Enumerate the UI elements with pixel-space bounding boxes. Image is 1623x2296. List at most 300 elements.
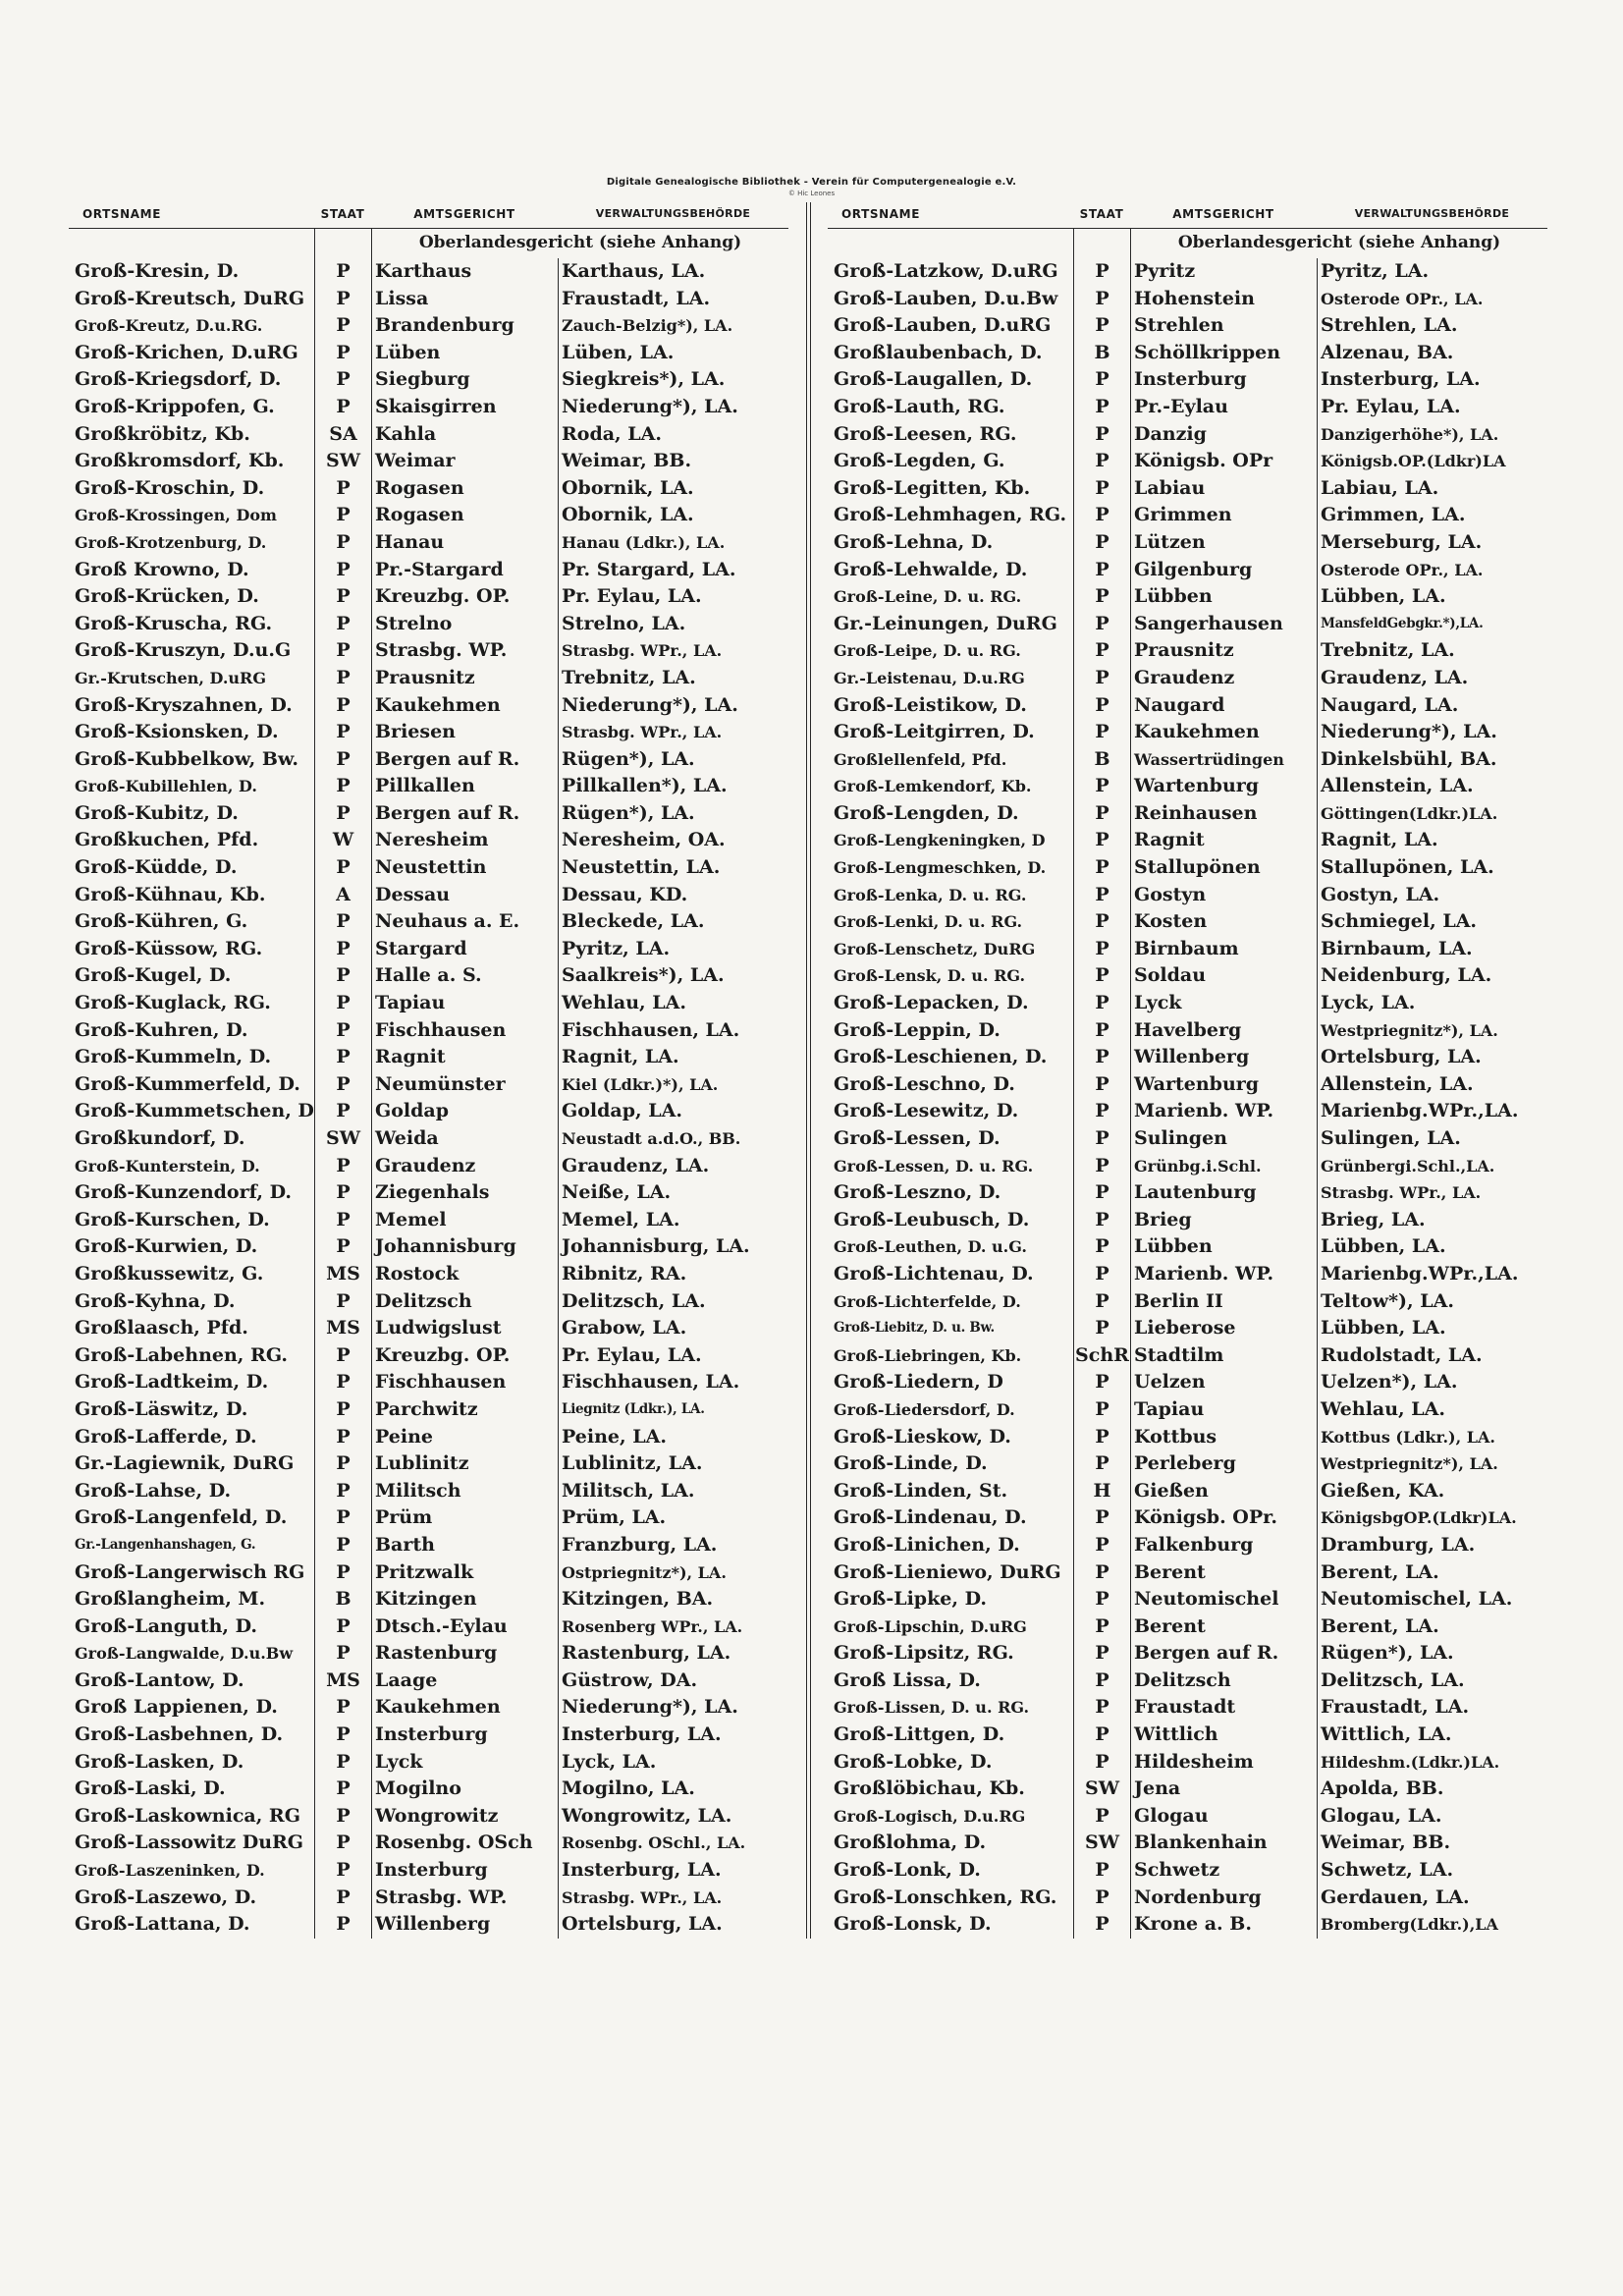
staat-cell: P	[314, 340, 371, 367]
ortsname-cell: Groß-Leesen, RG.	[834, 422, 1017, 445]
table-row	[69, 557, 788, 584]
amtsgericht-cell: Hohenstein	[1130, 286, 1317, 313]
verwaltung-cell: Pillkallen*), LA.	[558, 773, 788, 800]
amtsgericht-cell: Hanau	[371, 529, 558, 557]
staat-cell: P	[1073, 1586, 1130, 1613]
ortsname-cell: Groß-Kubitz, D.	[75, 801, 239, 824]
amtsgericht-cell: Marienb. WP.	[1130, 1098, 1317, 1125]
ortsname-cell: Groß-Krossingen, Dom	[75, 506, 277, 525]
table-row	[69, 258, 788, 286]
verwaltung-cell: Ortelsburg, LA.	[558, 1911, 788, 1939]
verwaltung-cell: Insterburg, LA.	[558, 1722, 788, 1749]
staat-cell: P	[1073, 366, 1130, 394]
verwaltung-cell: Labiau, LA.	[1317, 475, 1547, 503]
staat-cell: P	[314, 1532, 371, 1559]
amtsgericht-cell: Lübben	[1130, 583, 1317, 611]
table-row	[828, 583, 1547, 611]
verwaltung-cell: Berent, LA.	[1317, 1613, 1547, 1641]
table-row	[828, 1667, 1547, 1695]
staat-cell: P	[314, 1803, 371, 1831]
table-row	[828, 1017, 1547, 1045]
amtsgericht-cell: Briesen	[371, 719, 558, 746]
ortsname-cell: Groß-Krichen, D.uRG	[75, 341, 298, 363]
table-row	[69, 583, 788, 611]
verwaltung-cell: Birnbaum, LA.	[1317, 936, 1547, 963]
ortsname-cell: Groß-Leschno, D.	[834, 1072, 1015, 1095]
verwaltung-cell: Graudenz, LA.	[558, 1153, 788, 1180]
staat-cell: P	[1073, 394, 1130, 421]
table-row	[828, 557, 1547, 584]
amtsgericht-cell: Parchwitz	[371, 1396, 558, 1424]
ortsname-cell: Großkröbitz, Kb.	[75, 422, 250, 445]
table-row	[828, 475, 1547, 503]
staat-cell: P	[1073, 1044, 1130, 1071]
amtsgericht-cell: Hildesheim	[1130, 1749, 1317, 1777]
amtsgericht-cell: Willenberg	[371, 1911, 558, 1939]
table-row	[69, 1396, 788, 1424]
staat-cell: P	[1073, 1017, 1130, 1045]
ortsname-cell: Groß-Labehnen, RG.	[75, 1343, 288, 1366]
table-row	[828, 1424, 1547, 1451]
staat-cell: P	[1073, 421, 1130, 449]
ortsname-cell: Groß-Liebitz, D. u. Bw.	[834, 1320, 995, 1337]
table-row	[828, 1722, 1547, 1749]
ortsname-cell: Groß-Lessen, D.	[834, 1127, 1001, 1149]
table-row	[69, 1369, 788, 1396]
verwaltung-cell: Alzenau, BA.	[1317, 340, 1547, 367]
table-row	[828, 340, 1547, 367]
table-row	[828, 1207, 1547, 1234]
staat-cell: P	[1073, 258, 1130, 286]
verwaltung-cell: Fraustadt, LA.	[1317, 1694, 1547, 1722]
staat-cell: SA	[314, 421, 371, 449]
table-row	[828, 394, 1547, 421]
verwaltung-cell: Marienbg.WPr.,LA.	[1317, 1098, 1547, 1125]
table-row	[828, 1261, 1547, 1288]
amtsgericht-cell: Prüm	[371, 1504, 558, 1532]
amtsgericht-cell: Kottbus	[1130, 1424, 1317, 1451]
staat-cell: P	[314, 1424, 371, 1451]
staat-cell: P	[1073, 1071, 1130, 1099]
staat-cell: P	[1073, 1504, 1130, 1532]
staat-cell: P	[314, 1722, 371, 1749]
staat-cell: P	[314, 502, 371, 529]
verwaltung-cell: Neustadt a.d.O., BB.	[558, 1125, 788, 1153]
oberlandesgericht-note: Oberlandesgericht (siehe Anhang)	[1130, 229, 1547, 258]
amtsgericht-cell: Blankenhain	[1130, 1830, 1317, 1857]
ortsname-cell: Gr.-Langenhanshagen, G.	[75, 1536, 256, 1553]
staat-cell: P	[1073, 692, 1130, 720]
ortsname-cell: Groß-Küssow, RG.	[75, 937, 263, 959]
verwaltung-cell: Prüm, LA.	[558, 1504, 788, 1532]
amtsgericht-cell: Ragnit	[1130, 827, 1317, 854]
staat-cell: P	[314, 637, 371, 665]
amtsgericht-cell: Bergen auf R.	[371, 800, 558, 828]
amtsgericht-cell: Havelberg	[1130, 1017, 1317, 1045]
staat-cell: P	[314, 1504, 371, 1532]
ortsname-cell: Groß-Liebringen, Kb.	[834, 1345, 1022, 1365]
verwaltung-cell: Dinkelsbühl, BA.	[1317, 746, 1547, 774]
table-row	[69, 1776, 788, 1803]
staat-cell: P	[1073, 1450, 1130, 1478]
staat-cell: P	[1073, 1424, 1130, 1451]
table-row	[828, 773, 1547, 800]
amtsgericht-cell: Lüben	[371, 340, 558, 367]
staat-cell: P	[1073, 1857, 1130, 1885]
table-row	[69, 529, 788, 557]
verwaltung-cell: Grimmen, LA.	[1317, 502, 1547, 529]
amtsgericht-cell: Wassertrüdingen	[1130, 746, 1317, 774]
verwaltung-cell: Obornik, LA.	[558, 502, 788, 529]
table-row	[828, 637, 1547, 665]
verwaltung-cell: Uelzen*), LA.	[1317, 1369, 1547, 1396]
staat-cell: P	[314, 1153, 371, 1180]
staat-cell: P	[1073, 286, 1130, 313]
ortsname-cell: Großkussewitz, G.	[75, 1262, 264, 1285]
ortsname-cell: Groß-Lehmhagen, RG.	[834, 504, 1067, 526]
staat-cell: P	[1073, 719, 1130, 746]
verwaltung-cell: Glogau, LA.	[1317, 1803, 1547, 1831]
staat-cell: P	[1073, 990, 1130, 1017]
amtsgericht-cell: Prausnitz	[1130, 637, 1317, 665]
amtsgericht-cell: Soldau	[1130, 962, 1317, 990]
amtsgericht-cell: Neresheim	[371, 827, 558, 854]
ortsname-cell: Groß-Lepacken, D.	[834, 992, 1029, 1014]
ortsname-cell: Groß-Leubusch, D.	[834, 1208, 1030, 1230]
verwaltung-cell: Westpriegnitz*), LA.	[1317, 1017, 1547, 1045]
staat-cell: P	[314, 286, 371, 313]
ortsname-cell: Groß-Krotzenburg, D.	[75, 532, 267, 552]
table-row	[828, 258, 1547, 286]
amtsgericht-cell: Wartenburg	[1130, 1071, 1317, 1099]
table-row	[828, 1288, 1547, 1316]
amtsgericht-cell: Lyck	[1130, 990, 1317, 1017]
oberlandesgericht-note-row	[69, 229, 788, 258]
verwaltung-cell: Dessau, KD.	[558, 882, 788, 909]
ortsname-cell: Großkromsdorf, Kb.	[75, 450, 285, 472]
verwaltung-cell: Pr. Eylau, LA.	[558, 583, 788, 611]
verwaltung-cell: Trebnitz, LA.	[1317, 637, 1547, 665]
table-row	[828, 1559, 1547, 1587]
amtsgericht-cell: Stallupönen	[1130, 854, 1317, 882]
verwaltung-cell: Sulingen, LA.	[1317, 1125, 1547, 1153]
staat-cell: P	[1073, 1532, 1130, 1559]
amtsgericht-cell: Tapiau	[371, 990, 558, 1017]
verwaltung-cell: Osterode OPr., LA.	[1317, 557, 1547, 584]
amtsgericht-cell: Skaisgirren	[371, 394, 558, 421]
ortsname-cell: Groß-Leschienen, D.	[834, 1046, 1048, 1068]
verwaltung-cell: Strehlen, LA.	[1317, 312, 1547, 340]
amtsgericht-cell: Fischhausen	[371, 1017, 558, 1045]
amtsgericht-cell: Weimar	[371, 448, 558, 475]
verwaltung-cell: Pr. Eylau, LA.	[1317, 394, 1547, 421]
amtsgericht-cell: Naugard	[1130, 692, 1317, 720]
ortsname-cell: Großlaubenbach, D.	[834, 341, 1043, 363]
ortsname-cell: Gr.-Leinungen, DuRG	[834, 612, 1057, 634]
ortsname-cell: Groß-Kyhna, D.	[75, 1289, 236, 1312]
table-row	[828, 1911, 1547, 1939]
amtsgericht-cell: Neustettin	[371, 854, 558, 882]
column-header-amtsgericht: AMTSGERICHT	[1172, 207, 1274, 221]
verwaltung-cell: Teltow*), LA.	[1317, 1288, 1547, 1316]
verwaltung-cell: Niederung*), LA.	[1317, 719, 1547, 746]
verwaltung-cell: Neutomischel, LA.	[1317, 1586, 1547, 1613]
ortsname-cell: Groß-Laszewo, D.	[75, 1886, 257, 1908]
amtsgericht-cell: Perleberg	[1130, 1450, 1317, 1478]
ortsname-cell: Groß-Lonk, D.	[834, 1859, 981, 1882]
ortsname-cell: Groß-Lahse, D.	[75, 1479, 232, 1502]
table-row	[69, 1450, 788, 1478]
amtsgericht-cell: Pr.-Stargard	[371, 557, 558, 584]
verwaltung-cell: Kottbus (Ldkr.), LA.	[1317, 1424, 1547, 1451]
column-header-ortsname: ORTSNAME	[841, 207, 920, 221]
staat-cell: P	[314, 1071, 371, 1099]
ortsname-cell: Groß-Lindenau, D.	[834, 1506, 1027, 1529]
amtsgericht-cell: Strelno	[371, 611, 558, 638]
ortsname-cell: Groß-Lipke, D.	[834, 1588, 987, 1611]
staat-cell: P	[314, 1830, 371, 1857]
staat-cell: P	[314, 1044, 371, 1071]
oberlandesgericht-note-row	[828, 229, 1547, 258]
verwaltung-cell: Memel, LA.	[558, 1207, 788, 1234]
amtsgericht-cell: Rostock	[371, 1261, 558, 1288]
scan-credit-line2: © Hic Leones	[787, 189, 836, 197]
amtsgericht-cell: Ragnit	[371, 1044, 558, 1071]
staat-cell: B	[1073, 340, 1130, 367]
table-row	[69, 394, 788, 421]
verwaltung-cell: Bromberg(Ldkr.),LA	[1317, 1911, 1547, 1939]
staat-cell: P	[1073, 502, 1130, 529]
table-row	[828, 962, 1547, 990]
table-row	[828, 1613, 1547, 1641]
table-row	[828, 366, 1547, 394]
verwaltung-cell: Wittlich, LA.	[1317, 1722, 1547, 1749]
scan-credit	[0, 177, 1623, 197]
verwaltung-cell: MansfeldGebgkr.*),LA.	[1317, 611, 1547, 638]
staat-cell: P	[314, 529, 371, 557]
staat-cell: MS	[314, 1667, 371, 1695]
verwaltung-cell: Naugard, LA.	[1317, 692, 1547, 720]
table-row	[69, 1044, 788, 1071]
table-row	[828, 1125, 1547, 1153]
amtsgericht-cell: Insterburg	[371, 1722, 558, 1749]
staat-cell: P	[314, 1396, 371, 1424]
ortsname-cell: Groß-Leistikow, D.	[834, 693, 1027, 716]
verwaltung-cell: Danzigerhöhe*), LA.	[1317, 421, 1547, 449]
ortsname-cell: Groß-Lessen, D. u. RG.	[834, 1156, 1034, 1175]
table-row	[828, 665, 1547, 692]
table-row	[828, 448, 1547, 475]
ortsname-cell: Groß-Lesewitz, D.	[834, 1100, 1019, 1122]
verwaltung-cell: Schwetz, LA.	[1317, 1857, 1547, 1885]
column-header-verwaltungsbehoerde: VERWALTUNGSBEHÖRDE	[1354, 207, 1510, 220]
staat-cell: P	[314, 665, 371, 692]
staat-cell: SW	[1073, 1776, 1130, 1803]
table-row	[69, 637, 788, 665]
amtsgericht-cell: Tapiau	[1130, 1396, 1317, 1424]
staat-cell: SW	[314, 448, 371, 475]
staat-cell: P	[1073, 854, 1130, 882]
verwaltung-cell: Göttingen(Ldkr.)LA.	[1317, 800, 1547, 828]
table-row	[69, 1504, 788, 1532]
table-row	[69, 1885, 788, 1912]
ortsname-cell: Großkuchen, Pfd.	[75, 829, 259, 851]
amtsgericht-cell: Birnbaum	[1130, 936, 1317, 963]
amtsgericht-cell: Goldap	[371, 1098, 558, 1125]
staat-cell: SchR	[1073, 1342, 1130, 1370]
amtsgericht-cell: Gießen	[1130, 1478, 1317, 1505]
table-row	[828, 1857, 1547, 1885]
table-row	[828, 854, 1547, 882]
table-row	[828, 1586, 1547, 1613]
staat-cell: P	[314, 1559, 371, 1587]
verwaltung-cell: Delitzsch, LA.	[558, 1288, 788, 1316]
amtsgericht-cell: Halle a. S.	[371, 962, 558, 990]
amtsgericht-cell: Strasbg. WP.	[371, 637, 558, 665]
verwaltung-cell: Lyck, LA.	[1317, 990, 1547, 1017]
table-row	[69, 1613, 788, 1641]
verwaltung-cell: Fischhausen, LA.	[558, 1369, 788, 1396]
verwaltung-cell: Militsch, LA.	[558, 1478, 788, 1505]
verwaltung-cell: Graudenz, LA.	[1317, 665, 1547, 692]
staat-cell: P	[1073, 1153, 1130, 1180]
amtsgericht-cell: Jena	[1130, 1776, 1317, 1803]
ortsname-cell: Groß-Krücken, D.	[75, 585, 259, 608]
staat-cell: P	[1073, 962, 1130, 990]
amtsgericht-cell: Kreuzbg. OP.	[371, 583, 558, 611]
amtsgericht-cell: Strasbg. WP.	[371, 1885, 558, 1912]
table-row	[69, 800, 788, 828]
table-row	[69, 1749, 788, 1777]
verwaltung-cell: Güstrow, DA.	[558, 1667, 788, 1695]
amtsgericht-cell: Berlin II	[1130, 1288, 1317, 1316]
ortsname-cell: Groß-Kurschen, D.	[75, 1208, 270, 1230]
table-row	[828, 1776, 1547, 1803]
ortsname-cell: Groß-Lenki, D. u. RG.	[834, 912, 1023, 932]
staat-cell: SW	[314, 1125, 371, 1153]
amtsgericht-cell: Marienb. WP.	[1130, 1261, 1317, 1288]
amtsgericht-cell: Gilgenburg	[1130, 557, 1317, 584]
ortsname-cell: Groß-Langwalde, D.u.Bw	[75, 1644, 294, 1664]
ortsname-cell: Groß-Lenschetz, DuRG	[834, 939, 1036, 958]
table-row	[828, 827, 1547, 854]
verwaltung-cell: Ostpriegnitz*), LA.	[558, 1559, 788, 1587]
amtsgericht-cell: Gostyn	[1130, 882, 1317, 909]
amtsgericht-cell: Pyritz	[1130, 258, 1317, 286]
verwaltung-cell: Neustettin, LA.	[558, 854, 788, 882]
table-row	[69, 1342, 788, 1370]
table-row	[828, 1532, 1547, 1559]
table-row	[69, 1424, 788, 1451]
table-row	[828, 1153, 1547, 1180]
amtsgericht-cell: Lautenburg	[1130, 1179, 1317, 1207]
table-row	[828, 1315, 1547, 1342]
ortsname-cell: Groß-Laugallen, D.	[834, 368, 1033, 391]
table-row	[69, 773, 788, 800]
verwaltung-cell: Grünbergi.Schl.,LA.	[1317, 1153, 1547, 1180]
amtsgericht-cell: Insterburg	[1130, 366, 1317, 394]
ortsname-cell: Groß-Linichen, D.	[834, 1533, 1020, 1556]
ortsname-cell: Groß Lissa, D.	[834, 1668, 981, 1691]
amtsgericht-cell: Peine	[371, 1424, 558, 1451]
table-row	[69, 448, 788, 475]
table-row	[828, 990, 1547, 1017]
amtsgericht-cell: Pillkallen	[371, 773, 558, 800]
ortsname-cell: Groß-Lonsk, D.	[834, 1913, 992, 1936]
ortsname-cell: Groß-Kuglack, RG.	[75, 992, 271, 1014]
amtsgericht-cell: Strehlen	[1130, 312, 1317, 340]
table-row	[69, 1586, 788, 1613]
amtsgericht-cell: Sangerhausen	[1130, 611, 1317, 638]
column-header-row	[69, 202, 788, 229]
table-row	[69, 1288, 788, 1316]
staat-cell: P	[314, 1233, 371, 1261]
amtsgericht-cell: Graudenz	[1130, 665, 1317, 692]
ortsname-cell: Groß-Kugel, D.	[75, 964, 232, 987]
staat-cell: P	[314, 1478, 371, 1505]
scan-credit-line1: Digitale Genealogische Bibliothek - Verein für Computergenealogie e.V.	[606, 177, 1017, 188]
table-row	[828, 719, 1547, 746]
staat-cell: P	[314, 475, 371, 503]
ortsname-cell: Groß-Latzkow, D.uRG	[834, 260, 1058, 282]
verwaltung-cell: Pr. Stargard, LA.	[558, 557, 788, 584]
staat-cell: P	[314, 1288, 371, 1316]
amtsgericht-cell: Brieg	[1130, 1207, 1317, 1234]
ortsname-cell: Groß-Lensk, D. u. RG.	[834, 966, 1026, 986]
table-row	[828, 692, 1547, 720]
verwaltung-cell: Apolda, BB.	[1317, 1776, 1547, 1803]
amtsgericht-cell: Rastenburg	[371, 1640, 558, 1667]
ortsname-cell: Groß-Lonschken, RG.	[834, 1886, 1057, 1908]
verwaltung-cell: Wehlau, LA.	[558, 990, 788, 1017]
staat-cell: P	[1073, 1911, 1130, 1939]
staat-cell: P	[314, 990, 371, 1017]
verwaltung-cell: Strasbg. WPr., LA.	[558, 637, 788, 665]
amtsgericht-cell: Nordenburg	[1130, 1885, 1317, 1912]
amtsgericht-cell: Königsb. OPr.	[1130, 1504, 1317, 1532]
table-row	[828, 529, 1547, 557]
staat-cell: B	[314, 1586, 371, 1613]
staat-cell: P	[1073, 827, 1130, 854]
verwaltung-cell: KönigsbgOP.(Ldkr)LA.	[1317, 1504, 1547, 1532]
table-row	[69, 1694, 788, 1722]
staat-cell: P	[1073, 1640, 1130, 1667]
verwaltung-cell: Rügen*), LA.	[558, 746, 788, 774]
amtsgericht-cell: Königsb. OPr	[1130, 448, 1317, 475]
table-row	[828, 286, 1547, 313]
ortsname-cell: Groß-Kurwien, D.	[75, 1235, 258, 1258]
verwaltung-cell: Rügen*), LA.	[1317, 1640, 1547, 1667]
table-row	[69, 665, 788, 692]
note-spacer	[314, 229, 371, 258]
verwaltung-cell: Hildeshm.(Ldkr.)LA.	[1317, 1749, 1547, 1777]
staat-cell: A	[314, 882, 371, 909]
ortsname-cell: Groß-Lauben, D.uRG	[834, 314, 1052, 337]
table-row	[828, 1803, 1547, 1831]
amtsgericht-cell: Karthaus	[371, 258, 558, 286]
verwaltung-cell: Gerdauen, LA.	[1317, 1885, 1547, 1912]
amtsgericht-cell: Dessau	[371, 882, 558, 909]
staat-cell: P	[314, 583, 371, 611]
amtsgericht-cell: Militsch	[371, 1478, 558, 1505]
ortsname-cell: Groß-Küdde, D.	[75, 856, 238, 879]
staat-cell: P	[314, 611, 371, 638]
staat-cell: P	[314, 962, 371, 990]
amtsgericht-cell: Lissa	[371, 286, 558, 313]
table-row	[828, 908, 1547, 936]
ortsname-cell: Groß-Lattana, D.	[75, 1913, 250, 1936]
staat-cell: P	[314, 1694, 371, 1722]
